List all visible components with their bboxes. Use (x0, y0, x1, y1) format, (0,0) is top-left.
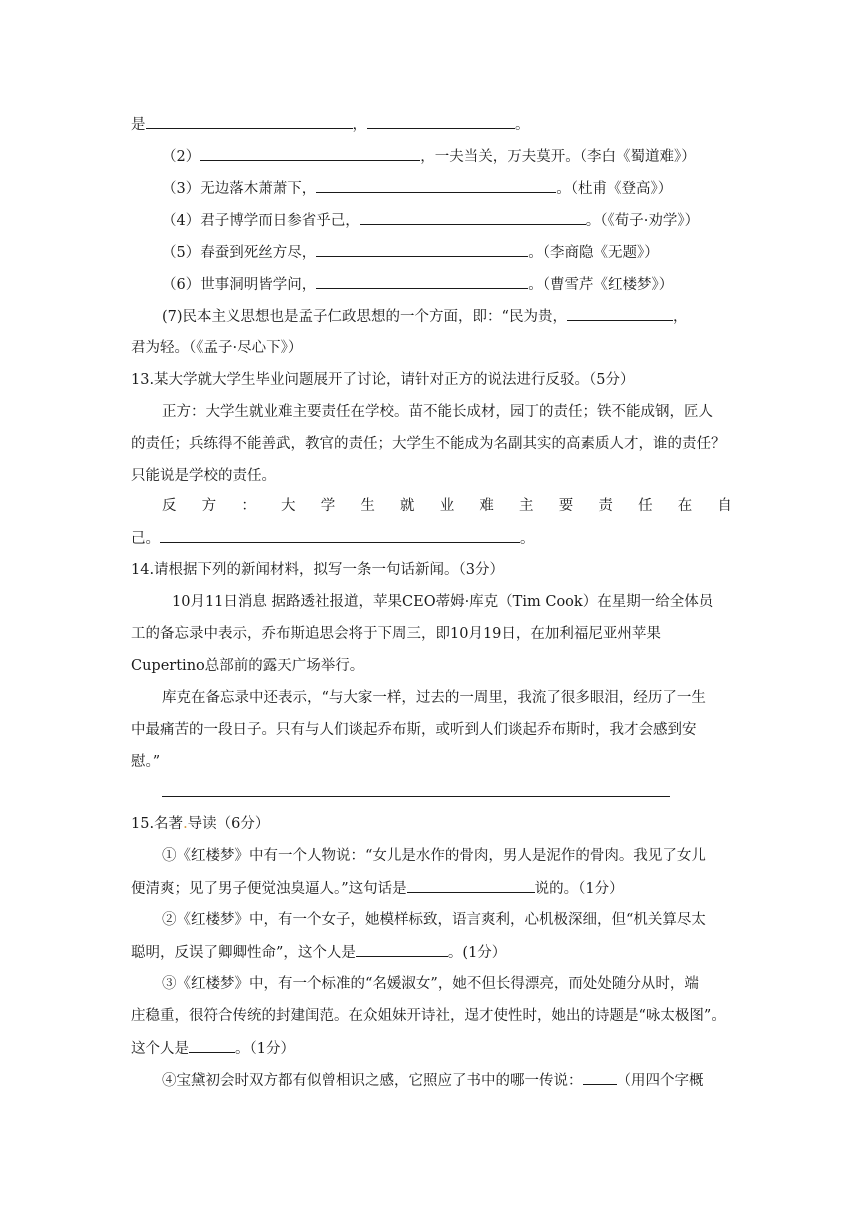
q15-item-1-cont: 便清爽；见了男子便觉浊臭逼人。”这句话是 说的。（1分） (131, 878, 624, 899)
q14-title: 14.请根据下列的新闻材料，拟写一条一句话新闻。（3分） (131, 562, 505, 578)
q14-p2-line-3: 慰。” (131, 754, 161, 770)
answer-blank[interactable] (160, 528, 520, 543)
q15-item-2-cont: 聪明，反误了卿卿性命”，这个人是 。(1分） (131, 942, 506, 963)
answer-blank[interactable] (407, 878, 535, 893)
poetry-item-6: （6）世事洞明皆学问， 。（曹雪芹《红楼梦》） (162, 274, 673, 295)
answer-blank[interactable] (360, 210, 586, 225)
poetry-item-4: （4）君子博学而日参省乎己， 。（《荀子·劝学》） (162, 210, 699, 231)
q13-pro-line-3: 只能说是学校的责任。 (131, 468, 276, 484)
q13-pro-line-2: 的责任；兵练得不能善武，教官的责任；大学生不能成为名副其实的高素质人才，谁的责任？ (131, 436, 726, 452)
answer-blank[interactable] (316, 274, 528, 289)
answer-blank[interactable] (316, 242, 528, 257)
q15-item-3: ③《红楼梦》中，有一个标准的“名媛淑女”，她不但长得漂亮，而处处随分从时，端 (162, 976, 699, 992)
q14-answer-line[interactable] (162, 796, 670, 797)
answer-blank[interactable] (200, 146, 420, 161)
q13-con-line-2: 己。 。 (131, 528, 535, 549)
poetry-item-3: （3）无边落木萧萧下， 。（杜甫《登高》） (162, 178, 672, 199)
q14-p1-line-3: Cupertino总部前的露天广场举行。 (131, 658, 365, 674)
q14-p1-line-1: 10月11日消息 据路透社报道，苹果CEO蒂姆·库克（Tim Cook）在星期一给全体员 (172, 594, 714, 610)
q14-p2-line-1: 库克在备忘录中还表示，“与大家一样，过去的一周里，我流了很多眼泪，经历了一生 (162, 690, 706, 706)
answer-blank[interactable] (189, 1038, 235, 1053)
q15-item-4: ④宝黛初会时双方都有似曾相识之感，它照应了书中的哪一传说： （用四个字概 (162, 1070, 704, 1091)
q13-pro-line-1: 正方：大学生就业难主要责任在学校。苗不能长成材，园丁的责任；铁不能成钢，匠人 (162, 404, 713, 420)
poetry-line-0: 是 ， 。 (131, 114, 530, 135)
q14-p2-line-2: 中最痛苦的一段日子。只有与人们谈起乔布斯，或听到人们谈起乔布斯时，我才会感到安 (131, 722, 697, 738)
q13-title: 13.某大学就大学生毕业问题展开了讨论，请针对正方的说法进行反驳。（5分） (131, 372, 635, 388)
answer-blank[interactable] (567, 306, 673, 321)
poetry-item-5: （5）春蚕到死丝方尽， 。（李商隐《无题》） (162, 242, 659, 263)
q15-item-1: ①《红楼梦》中有一个人物说：“女儿是水作的骨肉，男人是泥作的骨肉。我见了女儿 (162, 848, 706, 864)
q15-title: 15.名著.导读（6分） (131, 816, 270, 832)
q15-item-3-cont: 庄稳重，很符合传统的封建闺范。在众姐妹开诗社，逞才使性时，她出的诗题是“咏太极图”。 (131, 1008, 726, 1024)
poetry-item-7: (7)民本主义思想也是孟子仁政思想的一个方面，即：“民为贵， ， (162, 306, 687, 327)
q15-item-3-cont-2: 这个人是 。（1分） (131, 1038, 295, 1059)
q13-con-line: 反 方 ： 大 学 生 就 业 难 主 要 责 任 在 自 (162, 498, 732, 514)
poetry-item-2: （2） ，一夫当关，万夫莫开。（李白《蜀道难》） (162, 146, 696, 167)
answer-blank[interactable] (367, 114, 515, 129)
answer-blank[interactable] (146, 114, 353, 129)
answer-blank[interactable] (316, 178, 556, 193)
q14-p1-line-2: 工的备忘录中表示，乔布斯追思会将于下周三，即10月19日，在加利福尼亚州苹果 (131, 626, 661, 642)
answer-blank[interactable] (356, 942, 448, 957)
q15-item-2: ②《红楼梦》中，有一个女子，她模样标致，语言爽利，心机极深细，但“机关算尽太 (162, 912, 706, 928)
poetry-item-7-cont: 君为轻。（《孟子·尽心下》） (131, 340, 303, 356)
answer-blank[interactable] (583, 1070, 617, 1085)
